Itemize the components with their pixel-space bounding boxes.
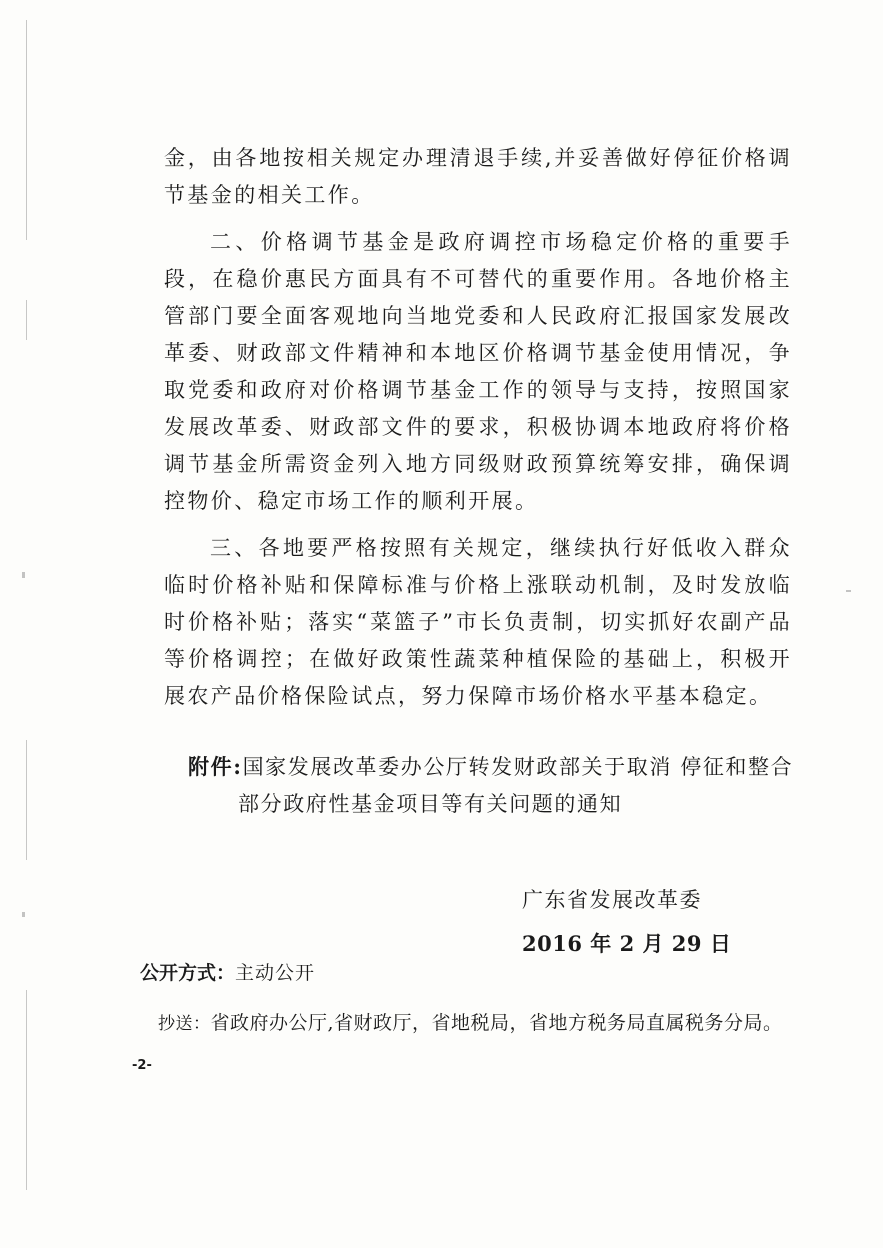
- paragraph-1: 金，由各地按相关规定办理清退手续,并妥善做好停征价格调节基金的相关工作。: [164, 146, 792, 207]
- paragraph-2: 二、价格调节基金是政府调控市场稳定价格的重要手段，在稳价惠民方面具有不可替代的重要作用。各地价格主管部门要全面客观地向当地党委和人民政府汇报国家发展改革委、财政部文件精神和本地区价格调节基金使用情况，争取党委和政府对价格调节基金工作的领导与支持，按照国家发展改革委、财政部文件的要求，积极协调本地政府将价格调节基金所需资金列入地方同级财政预算统筹安排，确保调控物价、稳定市场工作的顺利开展。: [164, 230, 792, 513]
- cc-label: 抄送：: [158, 1014, 211, 1034]
- attachment-title-line1: 国家发展改革委办公厅转发财政部关于取消 停征和整合: [242, 755, 794, 779]
- disclosure-method: [140, 958, 315, 985]
- body-text: [164, 140, 792, 715]
- scan-mark: [22, 572, 25, 578]
- scan-margin-line: [26, 20, 27, 240]
- cc-list: 省政府办公厅,省财政厅，省地税局，省地方税务局直属税务分局。: [210, 1012, 783, 1034]
- disclosure-value: 主动公开: [235, 962, 316, 984]
- attachment-title-line2: 部分政府性基金项目等有关问题的通知: [238, 792, 623, 816]
- signing-organization: 广东省发展改革委: [522, 888, 702, 912]
- attachment-label: 附件:: [188, 754, 243, 779]
- signing-date: 2016 年 2 月 29 日: [522, 931, 732, 956]
- attachment-section: [188, 748, 808, 823]
- scan-margin-line: [26, 740, 27, 860]
- page-number: -2-: [132, 1058, 152, 1073]
- scan-margin-line: [26, 990, 27, 1190]
- paragraph-3: 三、各地要严格按照有关规定，继续执行好低收入群众临时价格补贴和保障标准与价格上涨联动机制，及时发放临时价格补贴；落实“菜篮子”市长负责制，切实抓好农副产品等价格调控；在做好政策性蔬菜种植保险的基础上，积极开展农产品价格保险试点，努力保障市场价格水平基本稳定。: [164, 536, 792, 708]
- disclosure-label: 公开方式：: [140, 962, 236, 984]
- scan-margin-line: [26, 300, 27, 340]
- scan-mark: [22, 912, 25, 917]
- scan-mark: [846, 590, 851, 592]
- cc-recipients: [158, 1008, 783, 1035]
